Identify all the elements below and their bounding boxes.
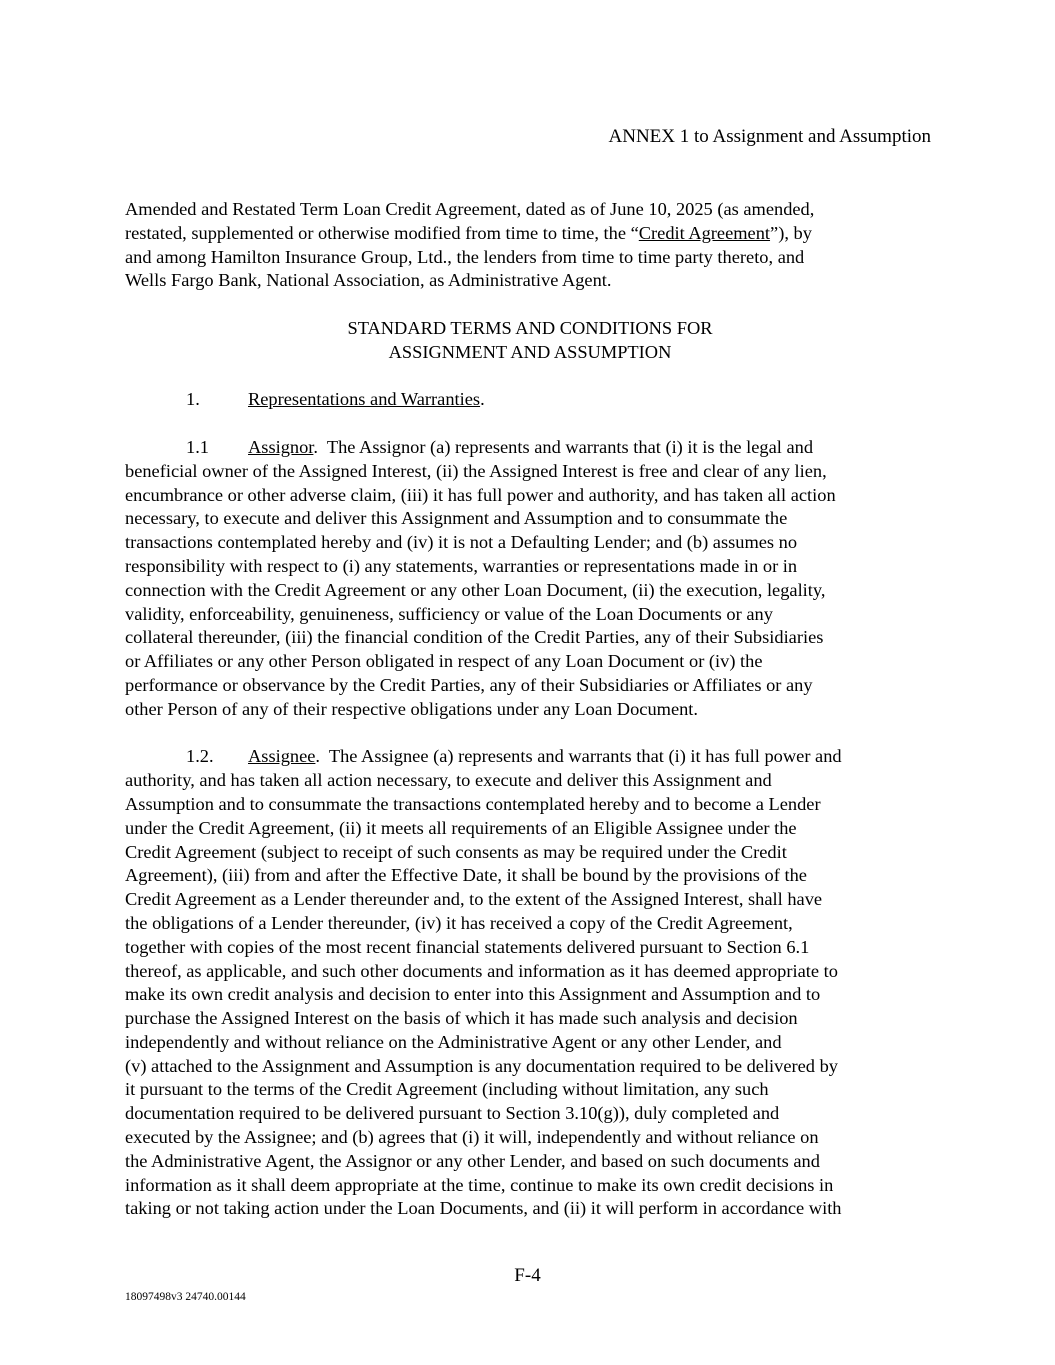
section-1-1-first-line xyxy=(125,436,935,460)
section-1-2-title: Assignee xyxy=(248,746,316,767)
section-1-1-line: connection with the Credit Agreement or any other Loan Document, (ii) the execution, legality, xyxy=(125,579,826,600)
intro-line xyxy=(125,222,935,246)
section-1-1-line: validity, enforceability, genuineness, sufficiency or value of the Loan Documents or any xyxy=(125,603,773,624)
section-1-2-line: authority, and has taken all action necessary, to execute and deliver this Assignment and xyxy=(125,770,772,791)
section-1-2-line: independently and without reliance on the Administrative Agent or any other Lender, and xyxy=(125,1031,782,1052)
section-1-2-line: purchase the Assigned Interest on the basis of which it has made such analysis and decision xyxy=(125,1008,798,1029)
intro-line: Wells Fargo Bank, National Association, as Administrative Agent. xyxy=(125,270,612,291)
section-1-2-text: . The Assignee (a) represents and warrants that (i) it has full power and xyxy=(315,746,842,767)
section-1-2-line: together with copies of the most recent financial statements delivered pursuant to Section 6.1 xyxy=(125,936,810,957)
section-1-heading xyxy=(125,388,935,412)
document-body xyxy=(125,198,935,1221)
section-1-2-paragraph xyxy=(125,745,935,1221)
section-1-2-number: 1.2. xyxy=(186,746,214,767)
section-1-1-paragraph xyxy=(125,436,935,722)
section-1-2-line: make its own credit analysis and decision to enter into this Assignment and Assumption and to xyxy=(125,984,821,1005)
section-1-2-line: (v) attached to the Assignment and Assumption is any documentation required to be delivered by xyxy=(125,1055,838,1076)
section-1-1-line: or Affiliates or any other Person obligated in respect of any Loan Document or (iv) the xyxy=(125,651,763,672)
section-1-2-line: under the Credit Agreement, (ii) it meets all requirements of an Eligible Assignee under the xyxy=(125,817,797,838)
document-code: 18097498v3 24740.00144 xyxy=(125,1291,246,1303)
section-1-1-line: responsibility with respect to (i) any statements, warranties or representations made in or in xyxy=(125,555,798,576)
section-1-1-line: other Person of any of their respective obligations under any Loan Document. xyxy=(125,698,699,719)
section-1-2-line: thereof, as applicable, and such other documents and information as it has deemed appropriate to xyxy=(125,960,838,981)
section-1-2-line: Credit Agreement as a Lender thereunder and, to the extent of the Assigned Interest, shall have xyxy=(125,889,823,910)
section-1-2-line: executed by the Assignee; and (b) agrees that (i) it will, independently and without reliance on xyxy=(125,1127,819,1148)
section-1-line xyxy=(125,388,935,412)
section-1-1-title: Assignor xyxy=(248,436,314,457)
intro-paragraph xyxy=(125,198,935,293)
section-1-1-line: necessary, to execute and deliver this Assignment and Assumption and to consummate the xyxy=(125,508,788,529)
section-1-2-line: it pursuant to the terms of the Credit Agreement (including without limitation, any such xyxy=(125,1079,769,1100)
intro-text: ”), by xyxy=(770,222,812,243)
section-1-2-line: Assumption and to consummate the transactions contemplated hereby and to become a Lender xyxy=(125,793,821,814)
section-1-2-line: information as it shall deem appropriate at the time, continue to make its own credit decisions in xyxy=(125,1174,834,1195)
section-1-1-line: performance or observance by the Credit Parties, any of their Subsidiaries or Affiliates or any xyxy=(125,674,813,695)
section-1-2-line: the Administrative Agent, the Assignor or any other Lender, and based on such documents and xyxy=(125,1150,820,1171)
section-1-title: Representations and Warranties xyxy=(248,389,481,410)
section-1-1-line: encumbrance or other adverse claim, (iii) it has full power and authority, and has taken all action xyxy=(125,484,836,505)
intro-line: Amended and Restated Term Loan Credit Agreement, dated as of June 10, 2025 (as amended, xyxy=(125,199,815,219)
section-1-number: 1. xyxy=(186,389,200,410)
standard-terms-line1: STANDARD TERMS AND CONDITIONS FOR xyxy=(347,317,713,338)
section-1-2-line: the obligations of a Lender thereunder, (iv) it has received a copy of the Credit Agreement, xyxy=(125,912,793,933)
section-1-2-line: Credit Agreement (subject to receipt of such consents as may be required under the Credit xyxy=(125,841,787,862)
standard-terms-line2: ASSIGNMENT AND ASSUMPTION xyxy=(388,341,672,362)
intro-text: restated, supplemented or otherwise modified from time to time, the “ xyxy=(125,222,639,243)
section-1-2-line: taking or not taking action under the Loan Documents, and (ii) it will perform in accordance with xyxy=(125,1198,842,1219)
section-1-1-number: 1.1 xyxy=(186,436,209,457)
section-1-1-text: . The Assignor (a) represents and warrants that (i) it is the legal and xyxy=(313,436,814,457)
section-1-1-line: collateral thereunder, (iii) the financial condition of the Credit Parties, any of their Subsidiaries xyxy=(125,627,824,648)
credit-agreement-defined-term: Credit Agreement xyxy=(638,222,771,243)
section-1-1-line: transactions contemplated hereby and (iv) it is not a Defaulting Lender; and (b) assumes no xyxy=(125,532,798,553)
annex-title: ANNEX 1 to Assignment and Assumption xyxy=(608,126,931,147)
section-1-1-line: beneficial owner of the Assigned Interest, (ii) the Assigned Interest is free and clear of any lien, xyxy=(125,460,827,481)
section-1-2-first-line xyxy=(125,745,935,769)
section-1-period: . xyxy=(480,389,485,410)
page-number: F-4 xyxy=(514,1265,541,1286)
intro-line: and among Hamilton Insurance Group, Ltd., the lenders from time to time party thereto, and xyxy=(125,246,805,267)
section-1-2-line: Agreement), (iii) from and after the Effective Date, it shall be bound by the provisions of the xyxy=(125,865,807,886)
standard-terms-heading xyxy=(125,317,935,365)
section-1-2-line: documentation required to be delivered pursuant to Section 3.10(g)), duly completed and xyxy=(125,1103,780,1124)
